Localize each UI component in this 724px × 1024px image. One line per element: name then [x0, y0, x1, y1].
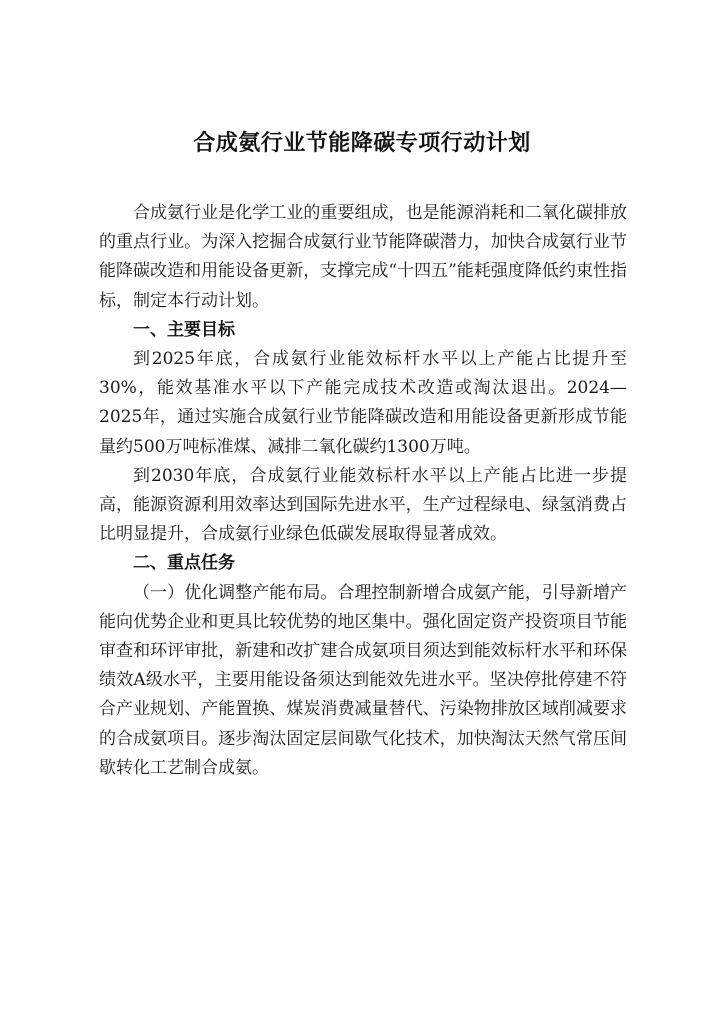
goals-paragraph-2030: 到2030年底，合成氨行业能效标杆水平以上产能占比进一步提高，能源资源利用效率达到国际先进水平，生产过程绿电、绿氢消费占比明显提升，合成氨行业绿色低碳发展取得显著成效。	[99, 465, 627, 545]
section-heading-main-goals: 一、主要目标	[133, 319, 235, 340]
intro-paragraph: 合成氨行业是化学工业的重要组成，也是能源消耗和二氧化碳排放的重点行业。为深入挖掘合成氨行业节能降碳潜力，加快合成氨行业节能降碳改造和用能设备更新，支撑完成“十四五”能耗强度降低约束性指标，制定本行动计划。	[99, 203, 627, 311]
goals-paragraph-2025: 到2025年底，合成氨行业能效标杆水平以上产能占比提升至30%，能效基准水平以下产能完成技术改造或淘汰退出。2024—2025年，通过实施合成氨行业节能降碳改造和用能设备更新形成节能量约500万吨标准煤、减排二氧化碳约1300万吨。	[99, 349, 627, 457]
task-paragraph-capacity-layout: （一）优化调整产能布局。合理控制新增合成氨产能，引导新增产能向优势企业和更具比较优势的地区集中。强化固定资产投资项目节能审查和环评审批，新建和改扩建合成氨项目须达到能效标杆水平和环保绩效A级水平，主要用能设备须达到能效先进水平。坚决停批停建不符合产业规划、产能置换、煤炭消费减量替代、污染物排放区域削减要求的合成氨项目。逐步淘汰固定层间歇气化技术，加快淘汰天然气常压间歇转化工艺制合成氨。	[99, 582, 627, 778]
section-heading-key-tasks: 二、重点任务	[133, 553, 235, 574]
document-body	[99, 199, 627, 783]
document-title: 合成氨行业节能降碳专项行动计划	[193, 130, 531, 156]
